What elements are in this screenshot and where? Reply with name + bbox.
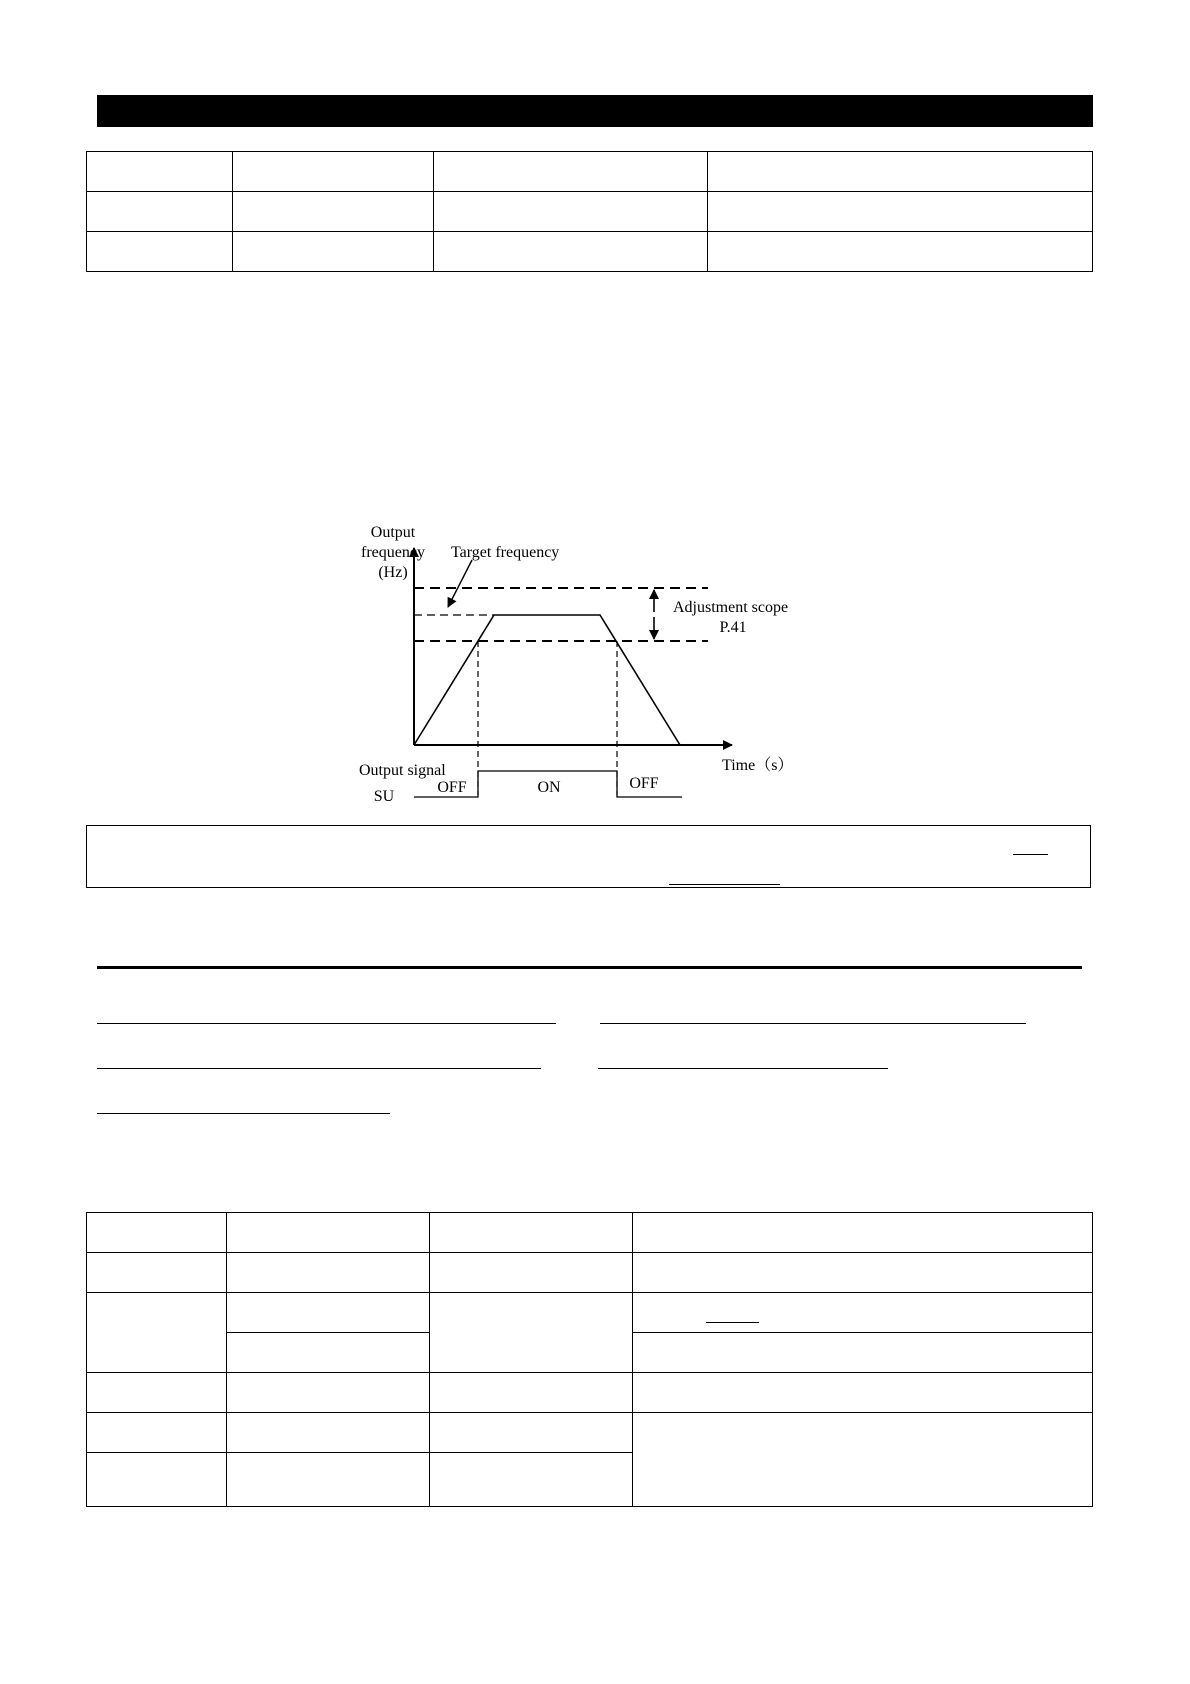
- y-axis-label: frequency: [361, 544, 425, 561]
- target-pointer-arrow: [448, 560, 472, 607]
- y-axis-label: (Hz): [378, 564, 408, 581]
- table-row: [87, 1413, 1093, 1453]
- table-row: [87, 1213, 1093, 1253]
- table-row: [87, 232, 1093, 272]
- adjustment-scope-label: Adjustment scope: [673, 599, 789, 616]
- table-row: [87, 1293, 1093, 1333]
- state-off-label: OFF: [437, 779, 467, 796]
- note-box: [86, 825, 1091, 888]
- table-row: [87, 1253, 1093, 1293]
- adjustment-scope-param: P.41: [719, 619, 747, 636]
- text-underline: [598, 1068, 888, 1069]
- time-axis-label: Time（s）: [722, 757, 794, 774]
- state-on-label: ON: [537, 779, 561, 796]
- table-row: [87, 152, 1093, 192]
- section-header-bar: [97, 95, 1093, 127]
- output-signal-label: Output signal: [359, 762, 446, 779]
- text-underline: [97, 1068, 541, 1069]
- su-signal-diagram: [350, 515, 810, 815]
- text-underline: [97, 1023, 556, 1024]
- note-underline: [1013, 854, 1048, 855]
- text-underline: [97, 1113, 390, 1114]
- frequency-curve: [414, 615, 680, 745]
- text-underline: [600, 1023, 1026, 1024]
- section-divider: [97, 966, 1082, 969]
- state-off-label: OFF: [629, 775, 659, 792]
- table-row: [87, 192, 1093, 232]
- table-row: [87, 1373, 1093, 1413]
- y-axis-label: Output: [370, 524, 416, 541]
- parameter-table-bottom: [86, 1212, 1093, 1507]
- cell-underline: [706, 1322, 759, 1323]
- signal-name-label: SU: [373, 788, 395, 805]
- note-underline: [669, 884, 780, 885]
- target-frequency-label: Target frequency: [451, 544, 560, 561]
- parameter-table-top: [86, 151, 1093, 272]
